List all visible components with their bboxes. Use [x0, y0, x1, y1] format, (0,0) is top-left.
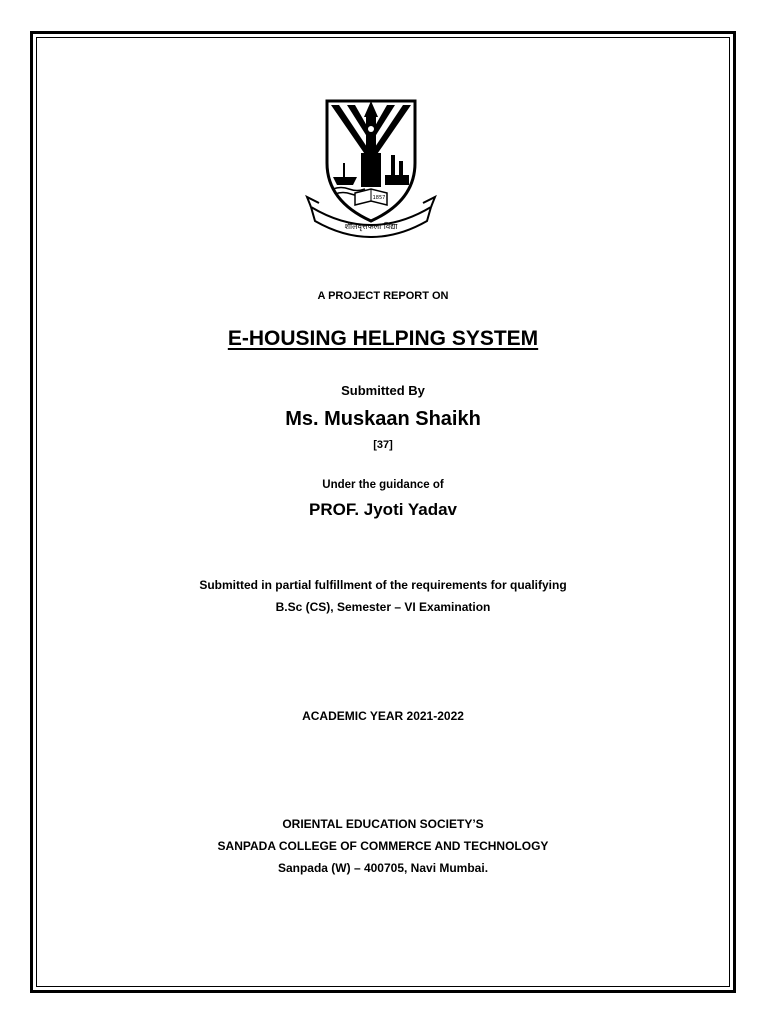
student-name: Ms. Muskaan Shaikh: [285, 408, 481, 430]
guide-name: PROF. Jyoti Yadav: [308, 500, 458, 519]
seal-book-text: 1857: [372, 195, 386, 201]
college-address: Sanpada (W) – 400705, Navi Mumbai.: [277, 861, 489, 875]
university-crest-icon: [305, 93, 437, 238]
project-title: E-HOUSING HELPING SYSTEM: [227, 327, 539, 350]
roll-number: [37]: [373, 439, 393, 451]
college-name: SANPADA COLLEGE OF COMMERCE AND TECHNOLOGY: [217, 839, 549, 853]
seal-motto: शीलवृत्तफला विद्या: [344, 222, 398, 231]
guidance-label: Under the guidance of: [322, 479, 444, 491]
society-name: ORIENTAL EDUCATION SOCIETY’S: [282, 817, 484, 831]
requirement-line-1: Submitted in partial fulfillment of the requirements for qualifying: [199, 578, 567, 592]
report-on-label: A PROJECT REPORT ON: [317, 290, 449, 302]
academic-year: ACADEMIC YEAR 2021-2022: [302, 709, 464, 723]
requirement-line-2: B.Sc (CS), Semester – VI Examination: [275, 600, 491, 614]
submitted-by-label: Submitted By: [341, 383, 425, 398]
